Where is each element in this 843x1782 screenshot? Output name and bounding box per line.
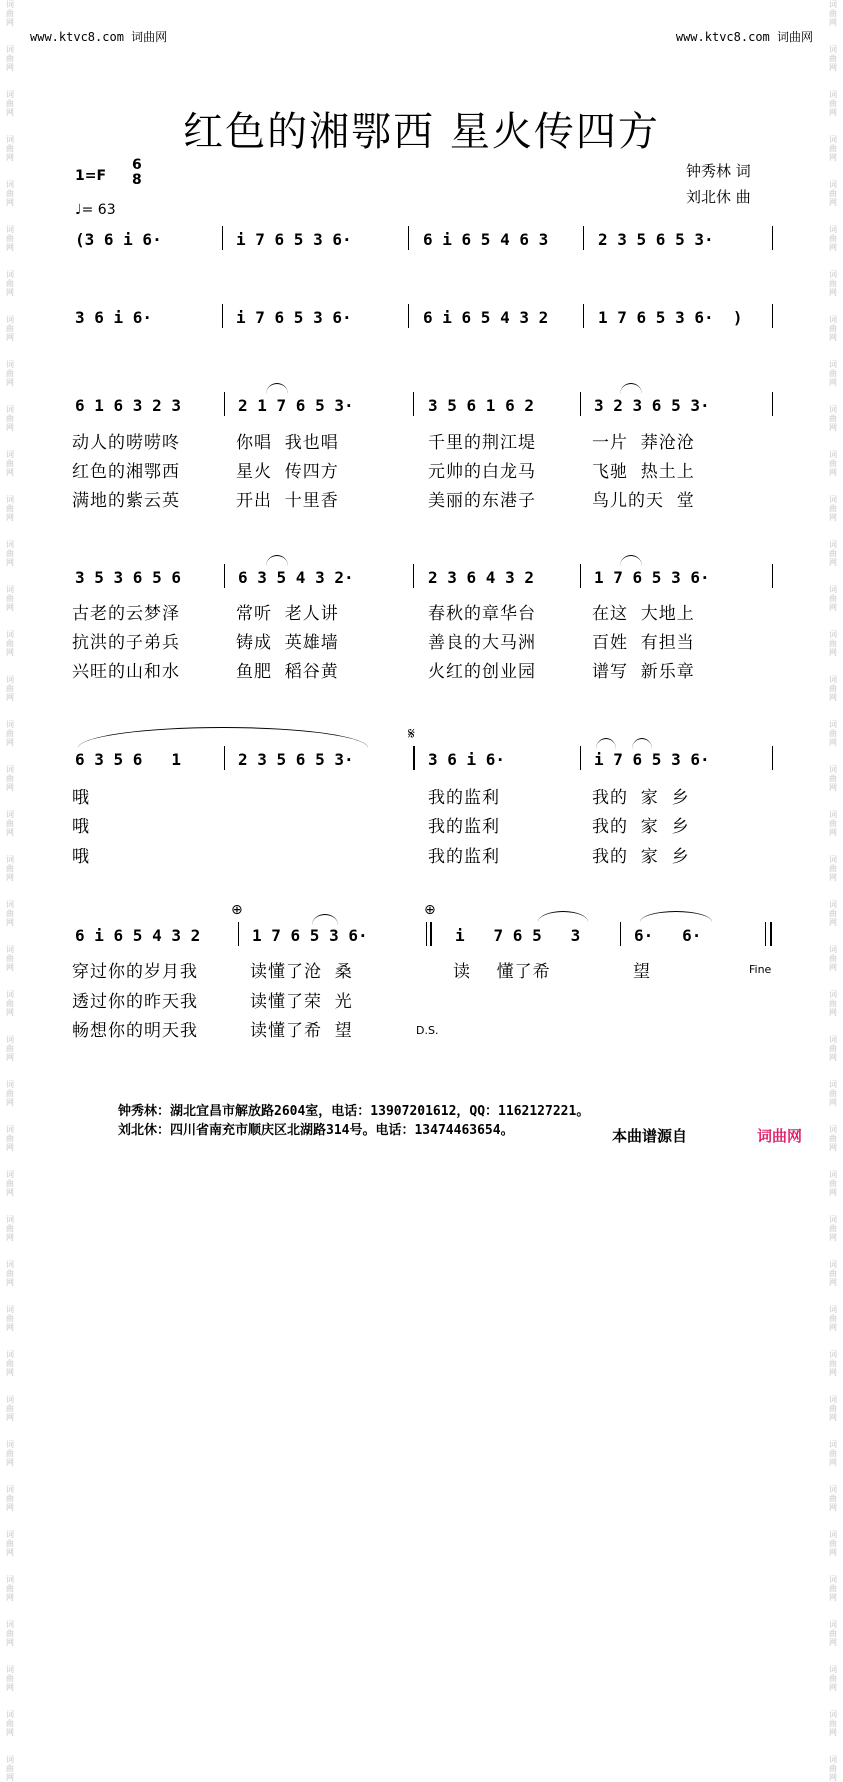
measure-notes: i 7 6 5 3 bbox=[455, 926, 581, 945]
lyric: 古老的云梦泽 bbox=[72, 604, 180, 624]
lyric: 动人的唠唠咚 bbox=[72, 433, 180, 453]
lyric: 望 bbox=[633, 962, 651, 982]
time-numerator: 6 bbox=[132, 157, 142, 173]
measure-notes: 6 3 5 4 3 2· bbox=[238, 568, 354, 587]
barline bbox=[772, 304, 773, 328]
lyric: 铸成 英雄墙 bbox=[236, 633, 339, 653]
barline bbox=[222, 226, 223, 250]
footer-line-2: 刘北休：四川省南充市顺庆区北湖路314号。电话：13474463654。 bbox=[118, 1123, 514, 1138]
lyric: 读懂了沧 桑 bbox=[250, 962, 353, 982]
lyricist-credit: 钟秀林 词 bbox=[686, 162, 751, 180]
lyric: 红色的湘鄂西 bbox=[72, 462, 180, 482]
barline bbox=[620, 922, 621, 946]
barline bbox=[222, 304, 223, 328]
lyric: 哦 bbox=[72, 847, 90, 867]
measure-notes: 1 7 6 5 3 6· bbox=[252, 926, 368, 945]
lyric: 星火 传四方 bbox=[236, 462, 339, 482]
barline bbox=[583, 226, 584, 250]
slur bbox=[596, 738, 616, 749]
measure-notes: 2 3 5 6 5 3· bbox=[598, 230, 714, 249]
lyric: 读懂了希 望 bbox=[250, 1021, 353, 1041]
lyric: 畅想你的明天我 bbox=[72, 1021, 198, 1041]
barline bbox=[430, 922, 432, 946]
barline bbox=[426, 922, 427, 946]
lyric: 我的监利 bbox=[428, 847, 500, 867]
barline bbox=[770, 922, 772, 946]
lyric: 读懂了荣 光 bbox=[250, 992, 353, 1012]
lyric: 鸟儿的天 堂 bbox=[592, 491, 695, 511]
measure-notes: (3 6 i 6· bbox=[75, 230, 162, 249]
slur bbox=[632, 738, 652, 749]
lyric: 常听 老人讲 bbox=[236, 604, 339, 624]
lyric: 火红的创业园 bbox=[428, 662, 536, 682]
lyric: 在这 大地上 bbox=[592, 604, 695, 624]
barline bbox=[580, 746, 581, 770]
lyric: 元帅的白龙马 bbox=[428, 462, 536, 482]
lyric: 善良的大马洲 bbox=[428, 633, 536, 653]
long-slur bbox=[78, 727, 368, 748]
segno-icon: 𝄋 bbox=[408, 724, 415, 743]
slur bbox=[266, 383, 288, 394]
lyric: 我的 家 乡 bbox=[592, 788, 690, 808]
ds-marking: D.S. bbox=[416, 1024, 439, 1037]
tempo-marking bbox=[75, 202, 116, 218]
composer-credit: 刘北休 曲 bbox=[686, 188, 751, 206]
barline bbox=[224, 392, 225, 416]
page-title: 红色的湘鄂西 星火传四方 bbox=[183, 109, 660, 155]
barline bbox=[772, 226, 773, 250]
barline bbox=[238, 922, 239, 946]
lyric: 我的 家 乡 bbox=[592, 817, 690, 837]
tempo-value: = 63 bbox=[81, 202, 116, 218]
measure-notes: 2 1 7 6 5 3· bbox=[238, 396, 354, 415]
measure-notes: 2 3 5 6 5 3· bbox=[238, 750, 354, 769]
source-note: 本曲谱源自 bbox=[612, 1127, 688, 1145]
lyric: 春秋的章华台 bbox=[428, 604, 536, 624]
lyric: 鱼肥 稻谷黄 bbox=[236, 662, 339, 682]
measure-notes: 6 3 5 6 1 bbox=[75, 750, 181, 769]
barline bbox=[772, 392, 773, 416]
measure-notes: i 7 6 5 3 6· bbox=[236, 308, 352, 327]
barline bbox=[224, 746, 225, 770]
slur bbox=[620, 383, 642, 394]
slur bbox=[312, 914, 338, 925]
barline bbox=[408, 304, 409, 328]
lyric: 哦 bbox=[72, 817, 90, 837]
lyric: 抗洪的子弟兵 bbox=[72, 633, 180, 653]
lyric: 哦 bbox=[72, 788, 90, 808]
lyric: 我的 家 乡 bbox=[592, 847, 690, 867]
lyric: 一片 莽沧沧 bbox=[592, 433, 695, 453]
lyric: 满地的紫云英 bbox=[72, 491, 180, 511]
barline bbox=[765, 922, 766, 946]
header-left: www.ktvc8.com 词曲网 bbox=[30, 30, 168, 44]
left-watermark: 词 曲 网 词 曲 网 词 曲 网 词 曲 网 词 曲 网 词 曲 网 词 曲 网 词 曲 网 词 曲 网 词 曲 网 词 曲 网 词 曲 网 词 曲 网 词 曲 网 词 曲 网 词 曲 网 词 曲 网 词 曲 网 词 曲 网 词 曲 网 词 曲 网 词 曲 网 词 曲 网 词 曲 网 词 曲 网 词 曲 网 词 曲 网 词 曲 网 词 曲 网 词 曲 网 词 曲 网 词 曲 网 词 曲 网 词 曲 网 词 曲 网 词 曲 网 词 曲 网 词 曲 网 词 曲 网 词 曲 网 bbox=[6, 0, 14, 1782]
barline bbox=[580, 564, 581, 588]
time-denominator: 8 bbox=[132, 172, 142, 188]
slur bbox=[538, 911, 588, 922]
lyric: 我的监利 bbox=[428, 817, 500, 837]
coda-icon: ⊕ bbox=[231, 902, 243, 918]
lyric: 你唱 我也唱 bbox=[236, 433, 339, 453]
slur bbox=[266, 555, 288, 566]
measure-notes: 3 2 3 6 5 3· bbox=[594, 396, 710, 415]
barline bbox=[413, 746, 415, 770]
measure-notes: 6 i 6 5 4 6 3 bbox=[423, 230, 549, 249]
lyric: 透过你的昨天我 bbox=[72, 992, 198, 1012]
header-right: www.ktvc8.com 词曲网 bbox=[675, 30, 813, 44]
fine-marking: Fine bbox=[749, 963, 772, 976]
barline bbox=[413, 392, 414, 416]
lyric: 飞驰 热土上 bbox=[592, 462, 695, 482]
measure-notes: 3 5 3 6 5 6 bbox=[75, 568, 181, 587]
barline bbox=[413, 564, 414, 588]
measure-notes: 3 5 6 1 6 2 bbox=[428, 396, 534, 415]
lyric: 穿过你的岁月我 bbox=[72, 962, 198, 982]
measure-notes: i 7 6 5 3 6· bbox=[236, 230, 352, 249]
measure-notes: 2 3 6 4 3 2 bbox=[428, 568, 534, 587]
lyric: 兴旺的山和水 bbox=[72, 662, 180, 682]
lyric: 千里的荆江堤 bbox=[428, 433, 536, 453]
barline bbox=[408, 226, 409, 250]
measure-notes: i 7 6 5 3 6· bbox=[594, 750, 710, 769]
lyric: 我的监利 bbox=[428, 788, 500, 808]
right-watermark: 词 曲 网 词 曲 网 词 曲 网 词 曲 网 词 曲 网 词 曲 网 词 曲 网 词 曲 网 词 曲 网 词 曲 网 词 曲 网 词 曲 网 词 曲 网 词 曲 网 词 曲 网 词 曲 网 词 曲 网 词 曲 网 词 曲 网 词 曲 网 词 曲 网 词 曲 网 词 曲 网 词 曲 网 词 曲 网 词 曲 网 词 曲 网 词 曲 网 词 曲 网 词 曲 网 词 曲 网 词 曲 网 词 曲 网 词 曲 网 词 曲 网 词 曲 网 词 曲 网 词 曲 网 词 曲 网 词 曲 网 bbox=[829, 0, 837, 1782]
measure-notes: 6 i 6 5 4 3 2 bbox=[423, 308, 549, 327]
barline bbox=[583, 304, 584, 328]
brand-logo: 词曲网 bbox=[757, 1127, 803, 1145]
measure-notes: 3 6 i 6· bbox=[428, 750, 506, 769]
coda-icon: ⊕ bbox=[424, 902, 436, 918]
measure-notes: 6· 6· bbox=[634, 926, 702, 945]
footer-line-1: 钟秀林：湖北宜昌市解放路2604室，电话：13907201612，QQ：1162127221。 bbox=[118, 1104, 590, 1119]
lyric: 谱写 新乐章 bbox=[592, 662, 695, 682]
measure-notes: 1 7 6 5 3 6· bbox=[594, 568, 710, 587]
barline bbox=[772, 746, 773, 770]
measure-notes: 6 1 6 3 2 3 bbox=[75, 396, 181, 415]
lyric: 美丽的东港子 bbox=[428, 491, 536, 511]
lyric: 读 懂了希 bbox=[453, 962, 551, 982]
key-signature: 1=F bbox=[75, 168, 107, 184]
lyric: 百姓 有担当 bbox=[592, 633, 695, 653]
tie bbox=[640, 911, 712, 922]
slur bbox=[620, 555, 642, 566]
time-signature bbox=[132, 158, 142, 188]
measure-notes: 6 i 6 5 4 3 2 bbox=[75, 926, 201, 945]
barline bbox=[580, 392, 581, 416]
measure-notes: 3 6 i 6· bbox=[75, 308, 153, 327]
barline bbox=[224, 564, 225, 588]
lyric: 开出 十里香 bbox=[236, 491, 339, 511]
barline bbox=[772, 564, 773, 588]
quarter-note-icon: ♩ bbox=[75, 202, 82, 218]
measure-notes: 1 7 6 5 3 6· ) bbox=[598, 308, 743, 327]
